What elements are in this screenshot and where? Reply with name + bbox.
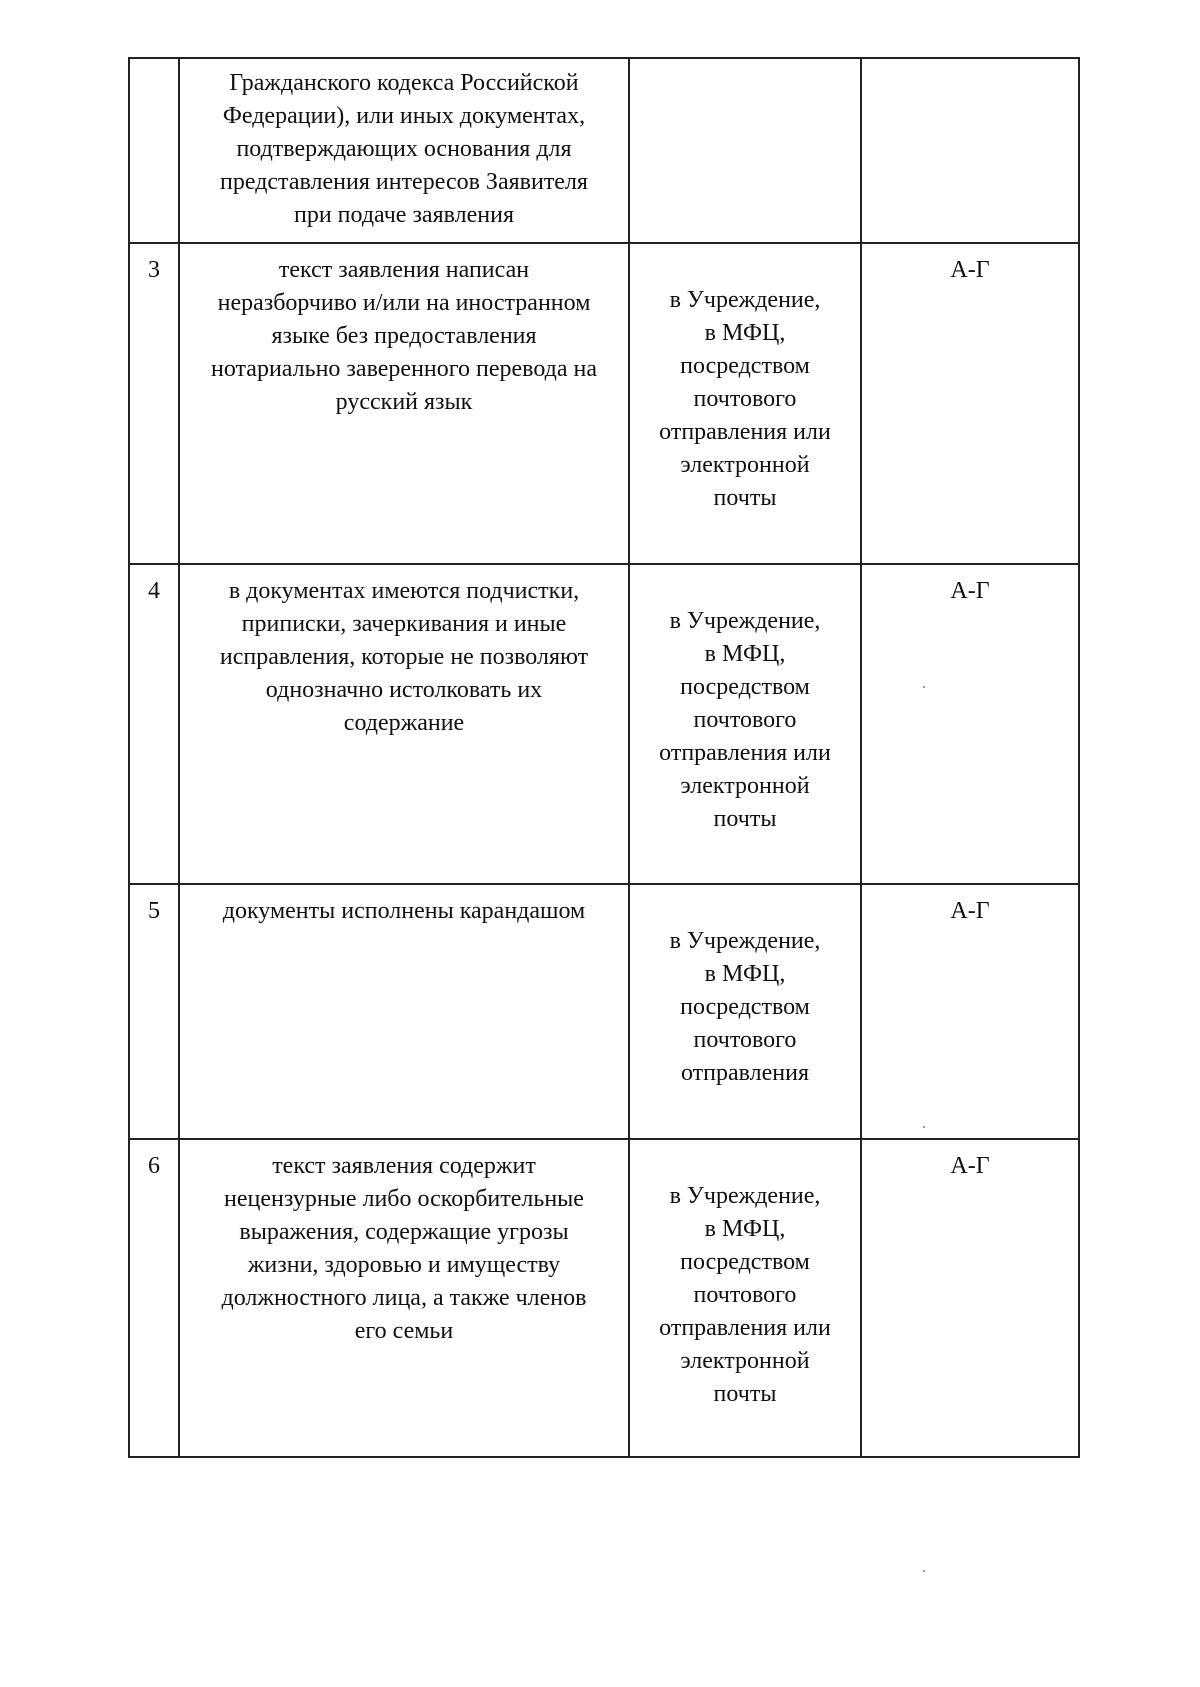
ground-text-cell: в документах имеются подчистки, приписки, зачеркивания и иные исправления, которые не позволяют однозначно истолковать их содержание bbox=[179, 564, 629, 884]
table-row bbox=[129, 564, 1079, 884]
table-row bbox=[129, 1139, 1079, 1457]
table-row bbox=[129, 243, 1079, 564]
row-number-cell: 5 bbox=[129, 884, 179, 1139]
submission-channel-cell: в Учреждение, в МФЦ, посредством почтового отправления bbox=[629, 884, 861, 1139]
row-number-cell: 3 bbox=[129, 243, 179, 564]
ground-text-cell: Гражданского кодекса Российской Федерации), или иных документах, подтверждающих основания для представления интересов Заявителя при подаче заявления bbox=[179, 58, 629, 243]
row-number-cell: 4 bbox=[129, 564, 179, 884]
ground-text-cell: документы исполнены карандашом bbox=[179, 884, 629, 1139]
code-cell: А-Г bbox=[861, 243, 1079, 564]
submission-channel-cell bbox=[629, 58, 861, 243]
code-cell: А-Г bbox=[861, 1139, 1079, 1457]
scan-speck bbox=[923, 1570, 925, 1572]
table-row bbox=[129, 884, 1079, 1139]
scan-speck bbox=[923, 1126, 925, 1128]
submission-channel-cell: в Учреждение, в МФЦ, посредством почтового отправления или электронной почты bbox=[629, 564, 861, 884]
ground-text-cell: текст заявления написан неразборчиво и/или на иностранном языке без предоставления нотариально заверенного перевода на русский язык bbox=[179, 243, 629, 564]
code-cell: А-Г bbox=[861, 884, 1079, 1139]
submission-channel-cell: в Учреждение, в МФЦ, посредством почтового отправления или электронной почты bbox=[629, 243, 861, 564]
code-cell bbox=[861, 58, 1079, 243]
refusal-grounds-table bbox=[128, 57, 1080, 1458]
code-cell: А-Г bbox=[861, 564, 1079, 884]
scan-speck bbox=[923, 686, 925, 688]
submission-channel-cell: в Учреждение, в МФЦ, посредством почтового отправления или электронной почты bbox=[629, 1139, 861, 1457]
row-number-cell bbox=[129, 58, 179, 243]
table-row-continuation bbox=[129, 58, 1079, 243]
ground-text-cell: текст заявления содержит нецензурные либо оскорбительные выражения, содержащие угрозы жизни, здоровью и имуществу должностного лица, а также членов его семьи bbox=[179, 1139, 629, 1457]
row-number-cell: 6 bbox=[129, 1139, 179, 1457]
